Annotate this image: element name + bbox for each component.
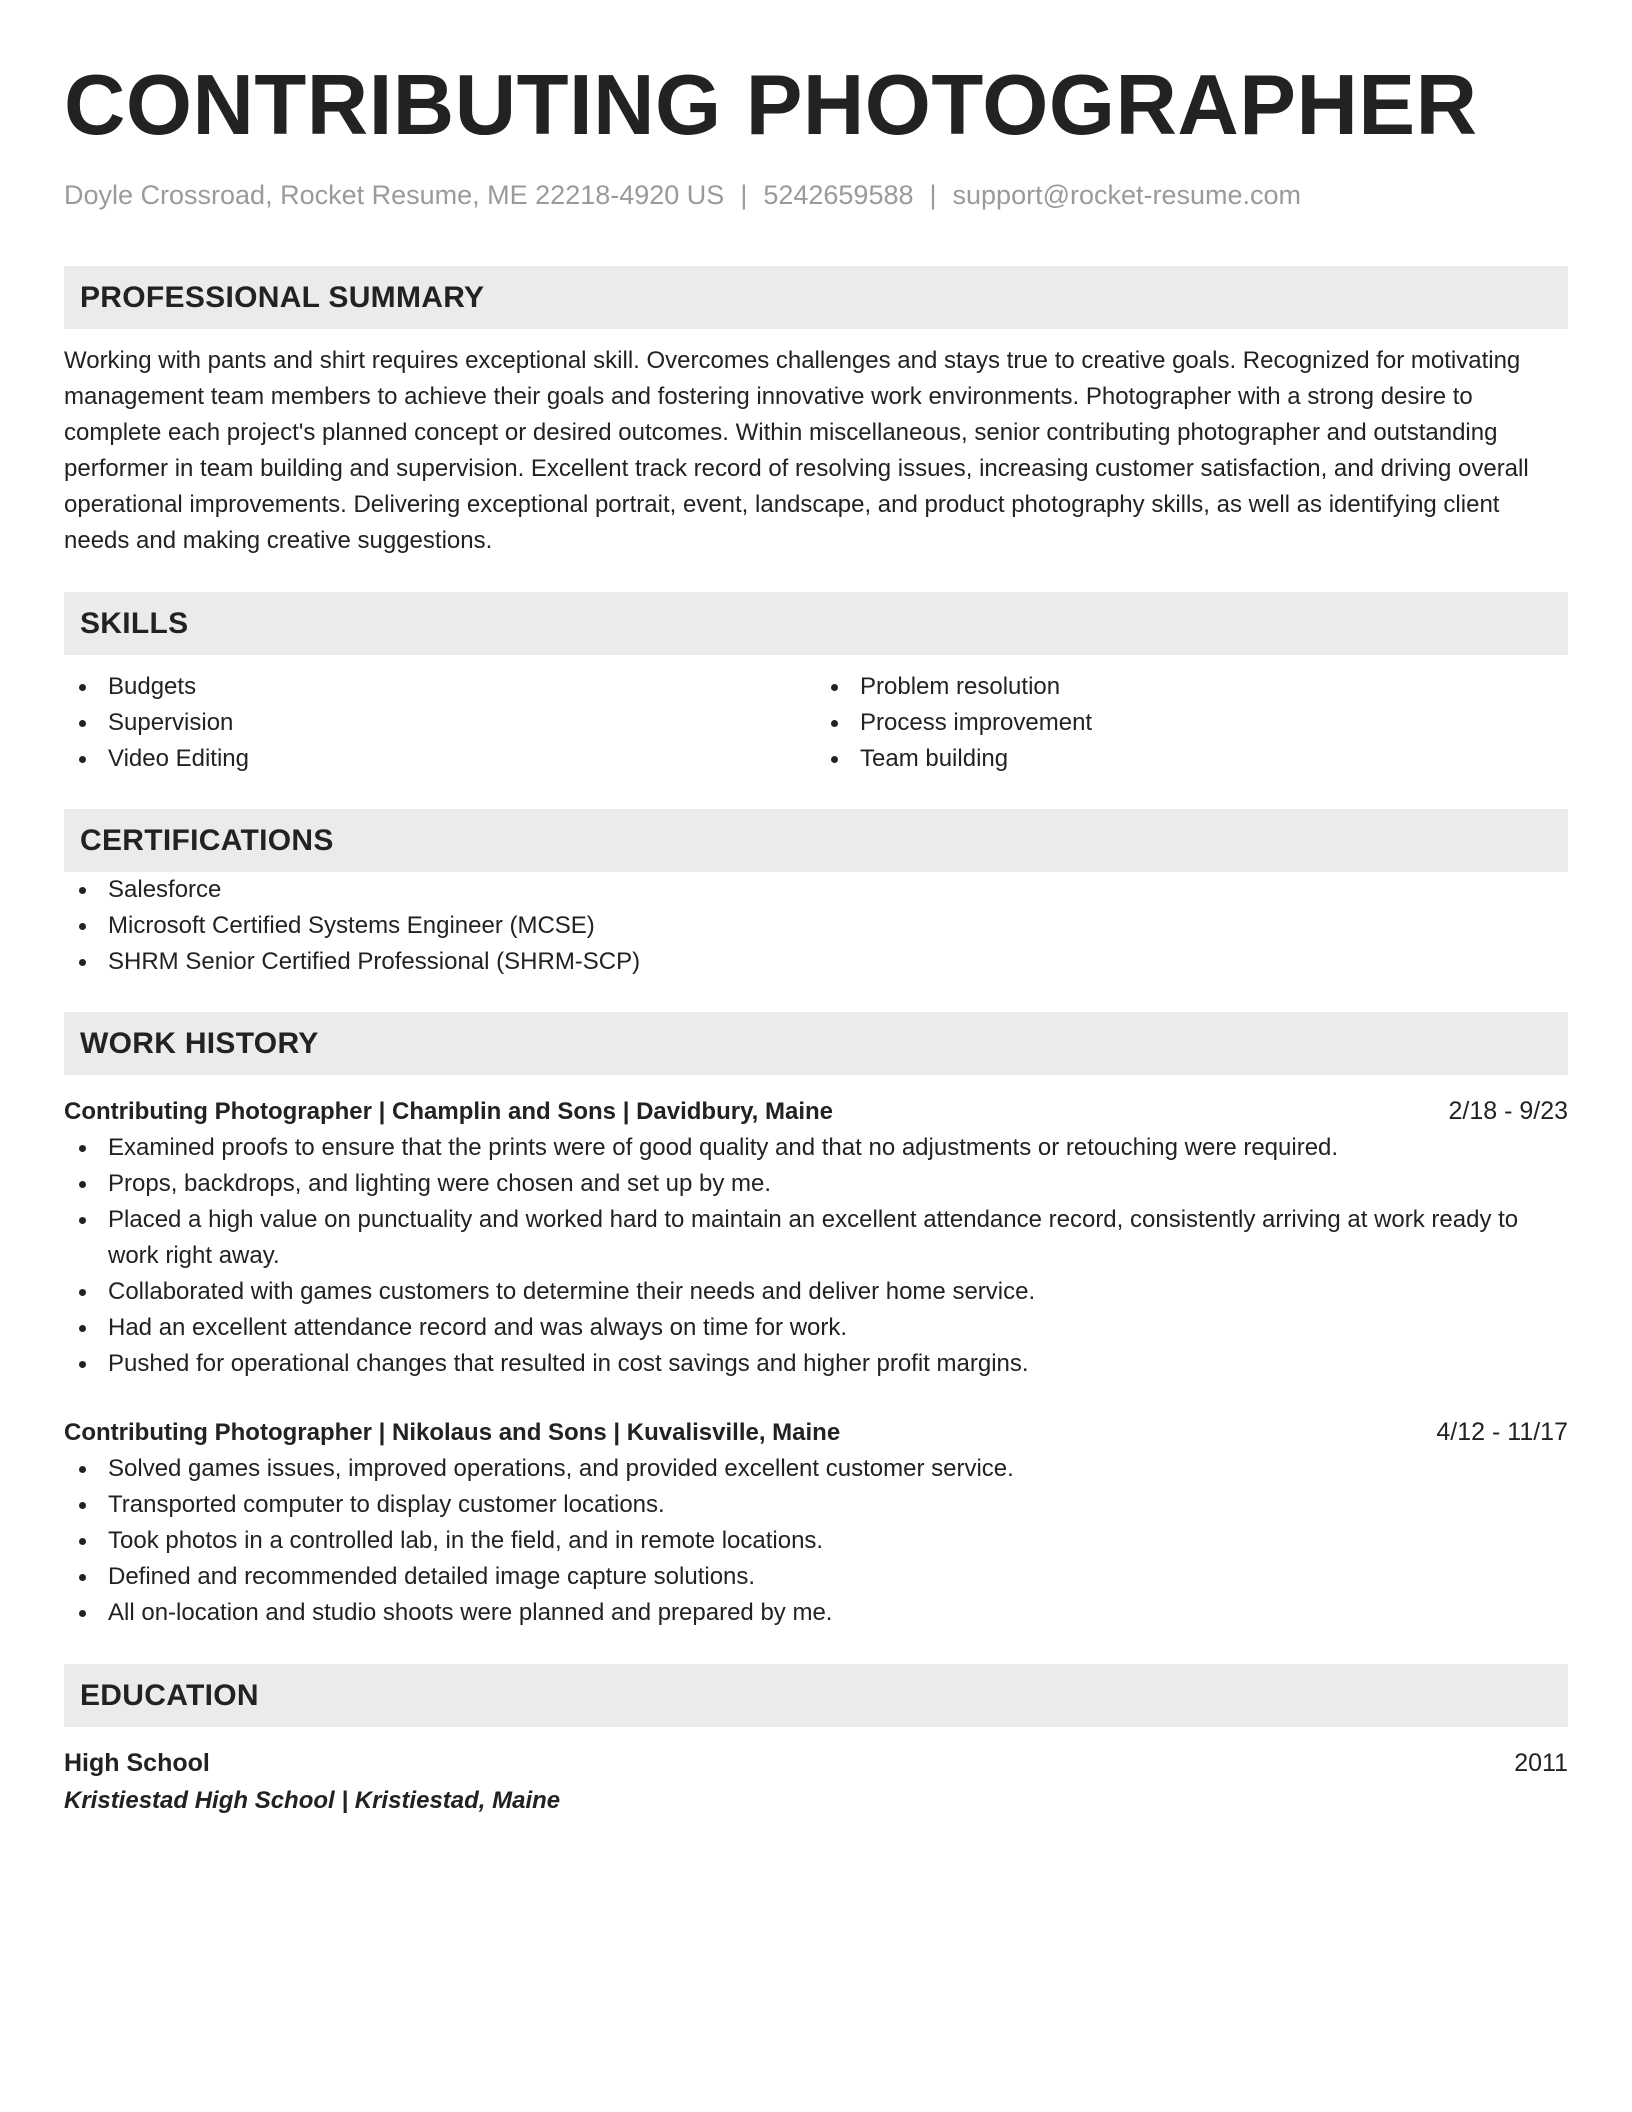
candidate-name: CONTRIBUTING PHOTOGRAPHER (64, 58, 1478, 153)
job-bullet: Solved games issues, improved operations, and provided excellent customer service. (64, 1451, 1568, 1487)
job-bullet: Props, backdrops, and lighting were chosen and set up by me. (64, 1166, 1568, 1202)
job-title: Contributing Photographer | Champlin and Sons | Davidbury, Maine (64, 1098, 834, 1125)
skill-item: Budgets (64, 669, 816, 705)
section-header-summary: PROFESSIONAL SUMMARY (64, 266, 1568, 329)
contact-line (64, 178, 1568, 212)
job-bullet: Collaborated with games customers to determine their needs and deliver home service. (64, 1274, 1568, 1310)
skill-item: Process improvement (816, 705, 1568, 741)
education-year: 2011 (1514, 1749, 1568, 1777)
contact-phone: 5242659588 (763, 180, 914, 210)
section-header-education: EDUCATION (64, 1664, 1568, 1727)
skill-item: Video Editing (64, 741, 816, 777)
contact-email: support@rocket-resume.com (952, 180, 1302, 210)
summary-text: Working with pants and shirt requires exceptional skill. Overcomes challenges and stays true to creative goals. Recognized for motivating management team members to achieve their goals and fostering innovative work environments. Photographer with a strong desire to complete each project's planned concept or desired outcomes. Within miscellaneous, senior contributing photographer and outstanding performer in team building and supervision. Excellent track record of resolving issues, increasing customer satisfaction, and driving overall operational improvements. Delivering exceptional portrait, event, landscape, and product photography skills, as well as identifying client needs and making creative suggestions. (64, 347, 1529, 554)
job-heading-row (64, 1414, 1568, 1451)
job-bullet: Defined and recommended detailed image capture solutions. (64, 1559, 1568, 1595)
contact-address: Doyle Crossroad, Rocket Resume, ME 22218-4920 US (64, 180, 725, 210)
section-header-skills: SKILLS (64, 592, 1568, 655)
job-bullet: All on-location and studio shoots were planned and prepared by me. (64, 1595, 1568, 1631)
contact-separator: | (929, 180, 937, 210)
certification-item: SHRM Senior Certified Professional (SHRM-SCP) (64, 944, 1568, 980)
section-header-certifications: CERTIFICATIONS (64, 809, 1568, 872)
certification-item: Microsoft Certified Systems Engineer (MCSE) (64, 908, 1568, 944)
skills-column-left (64, 669, 816, 777)
skills-column-right (816, 669, 1568, 777)
education-heading-row (64, 1745, 1568, 1781)
job-title: Contributing Photographer | Nikolaus and Sons | Kuvalisville, Maine (64, 1419, 841, 1446)
job-bullet: Had an excellent attendance record and was always on time for work. (64, 1310, 1568, 1346)
job-dates: 4/12 - 11/17 (1436, 1418, 1568, 1446)
contact-separator: | (740, 180, 748, 210)
job-bullets (64, 1451, 1568, 1631)
job-bullets (64, 1130, 1568, 1382)
certifications-list (64, 872, 1568, 980)
job-heading-row (64, 1093, 1568, 1130)
job-bullet: Pushed for operational changes that resulted in cost savings and higher profit margins. (64, 1346, 1568, 1382)
job-dates: 2/18 - 9/23 (1448, 1097, 1568, 1125)
job-bullet: Examined proofs to ensure that the prints were of good quality and that no adjustments or retouching were required. (64, 1130, 1568, 1166)
section-header-work-history: WORK HISTORY (64, 1012, 1568, 1075)
job-bullet: Placed a high value on punctuality and worked hard to maintain an excellent attendance record, consistently arriving at work ready to work right away. (64, 1202, 1568, 1274)
skills-list (64, 669, 1568, 777)
skill-item: Supervision (64, 705, 816, 741)
job-bullet: Transported computer to display customer locations. (64, 1487, 1568, 1523)
skill-item: Problem resolution (816, 669, 1568, 705)
skill-item: Team building (816, 741, 1568, 777)
certification-item: Salesforce (64, 872, 1568, 908)
education-degree: High School (64, 1749, 210, 1777)
job-bullet: Took photos in a controlled lab, in the field, and in remote locations. (64, 1523, 1568, 1559)
education-school: Kristiestad High School | Kristiestad, Maine (64, 1787, 561, 1814)
